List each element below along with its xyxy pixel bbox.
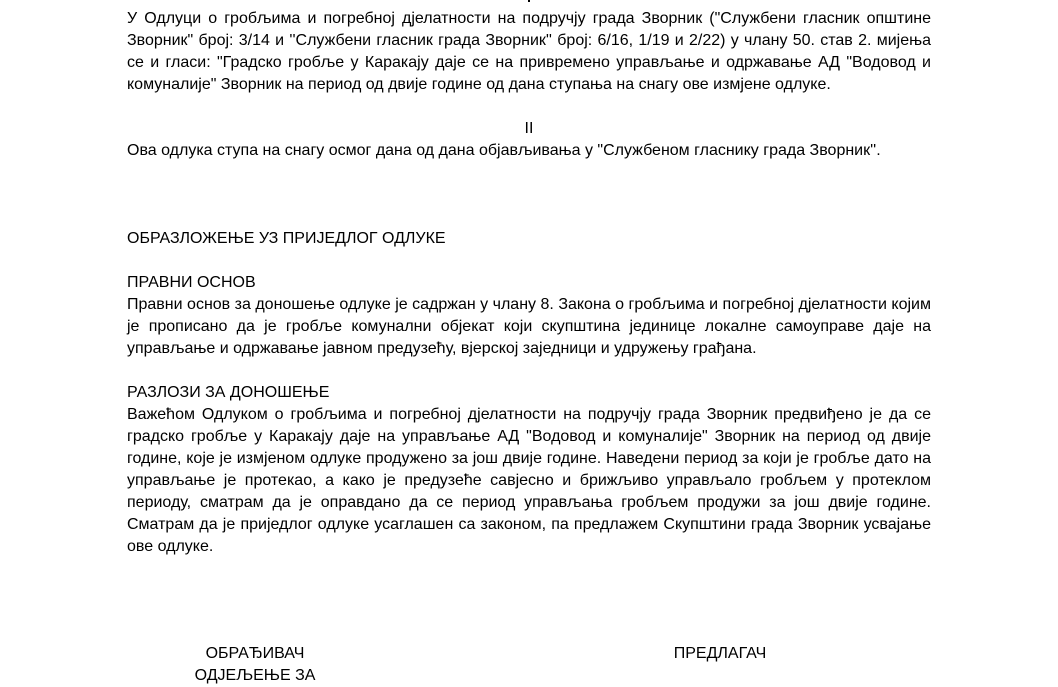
proposer-title: ПРЕДЛАГАЧ — [673, 645, 767, 662]
signature-block-proposer — [660, 643, 780, 665]
signature-block-processor — [185, 643, 325, 687]
article-one-text: У Одлуци о гробљима и погребној дјелатности на подручју града Зворник ("Службени гласник општине Зворник" број: 3/14 и ''Службени гласник града Зворник'' број: 6/16, 1/19 и 2/22) у члану 50. став 2. мијења се и гласи: "Градско гробље у Каракају даје се на привремено управљање и одржавање АД "Водовод и комуналије" Зворник на период од двије године од дана ступања на снагу ове измјене одлуке. — [127, 10, 931, 93]
legal-basis-text: Правни основ за доношење одлуке је садржан у члану 8. Закона о гробљима и погребној дјелатности којим је прописано да је гробље комунални објекат који скупштина јединице локалне самоуправе даје на управљање и одржавање јавном предузећу, вјерској заједници и удружењу грађана. — [127, 296, 931, 357]
legal-basis-title: ПРАВНИ ОСНОВ — [127, 274, 256, 291]
article-two-text: Ова одлука ступа на снагу осмог дана од дана објављивања у "Службеном гласнику града Зворник''. — [127, 142, 881, 159]
document-body — [127, 8, 931, 558]
reasons-text: Важећом Одлуком о гробљима и погребној дјелатности на подручју града Зворник предвиђено је да се градско гробље у Каракају даје на управљање АД "Водовод и комуналије" Зворник на период од двије године, које је измјеном одлуке продужено за још двије године. Наведени период за који је гробље дато на управљање је протекао, а како је предузеће савјесно и брижљиво управљало гробљем у протеклом периоду, сматрам да је оправдано да се период управљања гробљем продужи за још двије године. Сматрам да је приједлог одлуке усаглашен са законом, па предлажем Скупштини града Зворник усвајање ове одлуке. — [127, 406, 931, 555]
justification-title: ОБРАЗЛОЖЕЊЕ УЗ ПРИЈЕДЛОГ ОДЛУКЕ — [127, 230, 446, 247]
article-one-numeral-fragment — [528, 0, 530, 2]
processor-subtitle: ОДЈЕЉЕЊЕ ЗА — [194, 667, 316, 684]
processor-title: ОБРАЂИВАЧ — [205, 645, 305, 662]
reasons-title: РАЗЛОЗИ ЗА ДОНОШЕЊЕ — [127, 384, 330, 401]
article-two-numeral: II — [524, 120, 534, 137]
